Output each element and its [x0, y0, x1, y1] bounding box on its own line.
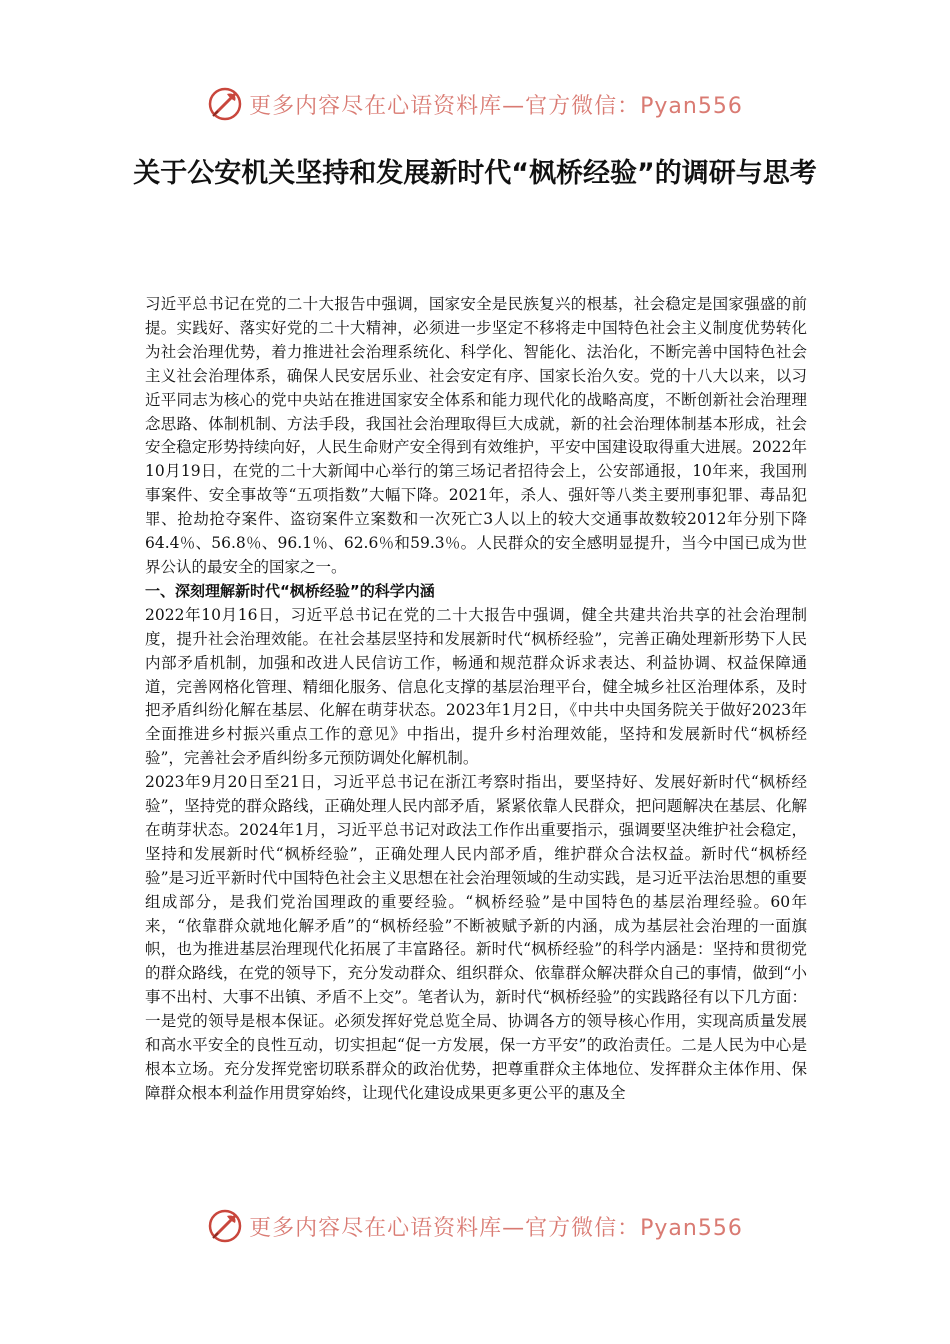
- watermark-text: 更多内容尽在心语资料库—官方微信：Pyan556: [249, 1215, 743, 1241]
- section-heading: 一、深刻理解新时代“枫桥经验”的科学内涵: [145, 581, 435, 600]
- body-paragraph: 2023年9月20日至21日，习近平总书记在浙江考察时指出，要坚持好、发展好新时代“枫桥经验”，坚持党的群众路线，正确处理人民内部矛盾，紧紧依靠人民群众，把问题解决在基层、化解在萌芽状态。2024年1月，习近平总书记对政法工作作出重要指示，强调要坚决维护社会稳定，坚持和发展新时代“枫桥经验”，正确处理人民内部矛盾，维护群众合法权益。新时代“枫桥经验”是习近平新时代中国特色社会主义思想在社会治理领域的生动实践，是习近平法治思想的重要组成部分，是我们党治国理政的重要经验。“枫桥经验”是中国特色的基层治理经验。60年来，“依靠群众就地化解矛盾”的“枫桥经验”不断被赋予新的内涵，成为基层社会治理的一面旗帜，也为推进基层治理现代化拓展了丰富路径。新时代“枫桥经验”的科学内涵是：坚持和贯彻党的群众路线，在党的领导下，充分发动群众、组织群众、依靠群众解决群众自己的事情，做到“小事不出村、大事不出镇、矛盾不上交”。笔者认为，新时代“枫桥经验”的实践路径有以下几方面：一是党的领导是根本保证。必须发挥好党总览全局、协调各方的领导核心作用，实现高质量发展和高水平安全的良性互动，切实担起“促一方发展，保一方平安”的政治责任。二是人民为中心是根本立场。充分发挥党密切联系群众的政治优势，把尊重群众主体地位、发挥群众主体作用、保障群众根本利益作用贯穿始终，让现代化建设成果更多更公平的惠及全: [145, 773, 807, 1102]
- watermark-footer: [0, 1206, 950, 1246]
- body-paragraph: 习近平总书记在党的二十大报告中强调，国家安全是民族复兴的根基，社会稳定是国家强盛的前提。实践好、落实好党的二十大精神，必须进一步坚定不移将走中国特色社会主义制度优势转化为社会治理优势，着力推进社会治理系统化、科学化、智能化、法治化，不断完善中国特色社会主义社会治理体系，确保人民安居乐业、社会安定有序、国家长治久安。党的十八大以来，以习近平同志为核心的党中央站在推进国家安全体系和能力现代化的战略高度，不断创新社会治理理念思路、体制机制、方法手段，我国社会治理取得巨大成就，新的社会治理体制基本形成，社会安全稳定形势持续向好，人民生命财产安全得到有效维护，平安中国建设取得重大进展。2022年10月19日，在党的二十大新闻中心举行的第三场记者招待会上，公安部通报，10年来，我国刑事案件、安全事故等“五项指数”大幅下降。2021年，杀人、强奸等八类主要刑事犯罪、毒品犯罪、抢劫抢夺案件、盗窃案件立案数和一次死亡3人以上的较大交通事故数较2012年分别下降64.4％、56.8％、96.1％、62.6％和59.3％。人民群众的安全感明显提升，当今中国已成为世界公认的最安全的国家之一。: [145, 295, 807, 576]
- watermark-header: [0, 84, 950, 124]
- pen-logo-icon: [207, 1208, 243, 1244]
- pen-logo-icon: [207, 86, 243, 122]
- body-paragraph: 2022年10月16日，习近平总书记在党的二十大报告中强调，健全共建共治共享的社会治理制度，提升社会治理效能。在社会基层坚持和发展新时代“枫桥经验”，完善正确处理新形势下人民内部矛盾机制，加强和改进人民信访工作，畅通和规范群众诉求表达、利益协调、权益保障通道，完善网格化管理、精细化服务、信息化支撑的基层治理平台，健全城乡社区治理体系，及时把矛盾纠纷化解在基层、化解在萌芽状态。2023年1月2日，《中共中央国务院关于做好2023年全面推进乡村振兴重点工作的意见》中指出，提升乡村治理效能，坚持和发展新时代“枫桥经验”，完善社会矛盾纠纷多元预防调处化解机制。: [145, 605, 807, 768]
- document-body: [145, 293, 807, 1106]
- watermark-text: 更多内容尽在心语资料库—官方微信：Pyan556: [249, 93, 743, 119]
- document-title: 关于公安机关坚持和发展新时代“枫桥经验”的调研与思考: [133, 158, 817, 189]
